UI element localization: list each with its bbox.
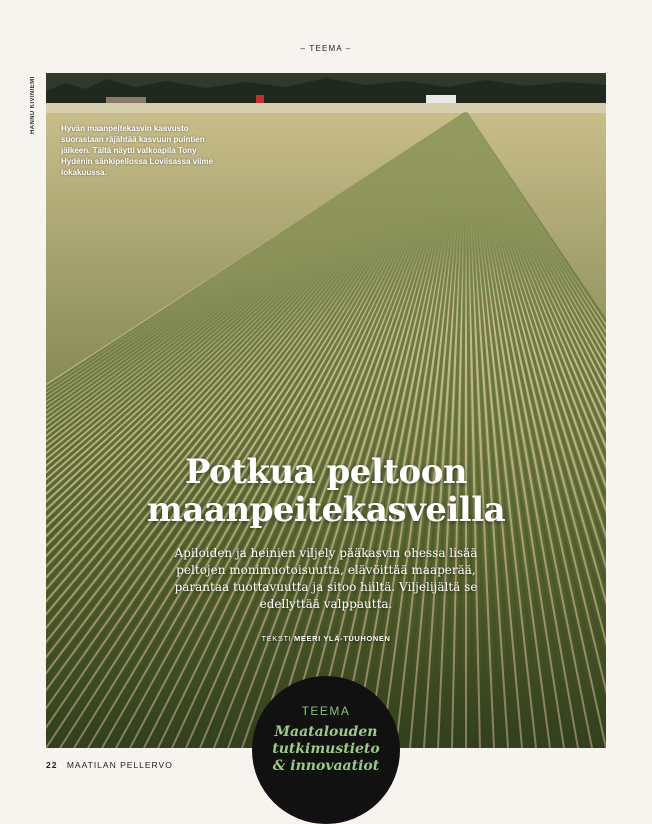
hero-photo xyxy=(46,73,606,748)
photo-caption: Hyvän maanpeitekasvin kasvusto suorastaan räjähtää kasvuun puintien jälkeen. Tältä näytti valkoapila Tony Hydénin sänkipellossa Loviisassa viime lokakuussa. xyxy=(61,124,214,177)
headline xyxy=(46,453,606,529)
headline-line-1: Potkua peltoon xyxy=(184,452,468,492)
badge-title: Maatalouden tutkimustieto & innovaatiot xyxy=(272,724,380,774)
photo-credit: HANNU KIVINIEMI xyxy=(30,76,36,134)
page-number: 22 xyxy=(46,760,58,770)
byline xyxy=(46,634,606,643)
page-footer xyxy=(46,760,173,770)
lead-paragraph: Apiloiden ja heinien viljely pääkasvin ohessa lisää peltojen monimuotoisuutta, elävöittää maaperää, parantaa tuottavuutta ja sitoo hiiltä. Viljelijältä se edellyttää valppautta. xyxy=(174,546,478,611)
theme-badge xyxy=(252,676,400,824)
section-label: – TEEMA – xyxy=(300,44,352,53)
headline-line-2: maanpeitekasveilla xyxy=(146,490,506,530)
byline-label: TEKSTI xyxy=(261,634,292,643)
byline-author: MEERI YLÄ-TUUHONEN xyxy=(294,634,391,643)
badge-tag: TEEMA xyxy=(301,704,351,718)
publication-name: MAATILAN PELLERVO xyxy=(66,760,173,770)
